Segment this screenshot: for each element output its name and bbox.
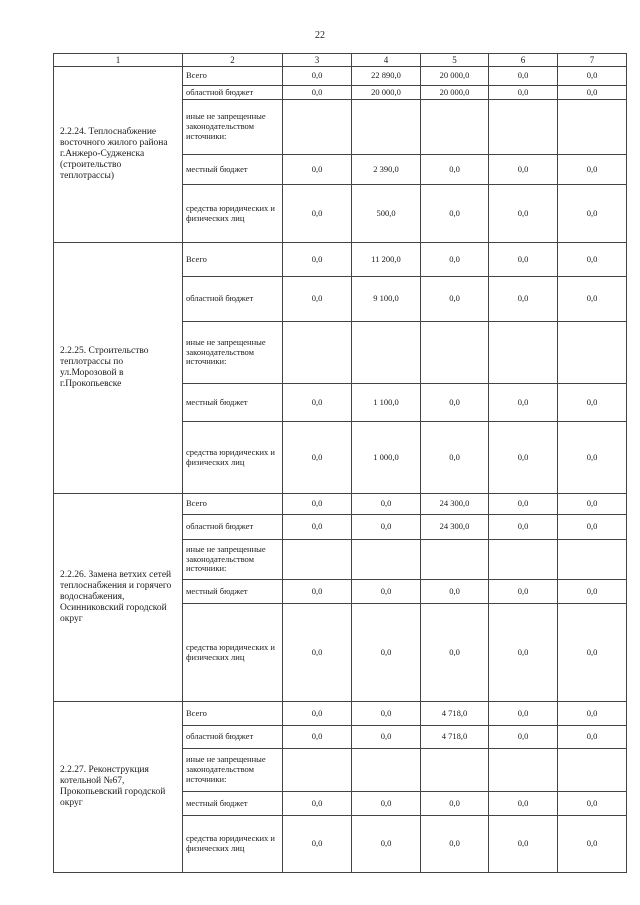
amount-cell: 0,0 [558, 580, 627, 604]
funding-source: областной бюджет [183, 86, 283, 100]
amount-cell: 24 300,0 [421, 515, 489, 540]
amount-cell: 0,0 [558, 422, 627, 494]
amount-cell: 0,0 [283, 422, 352, 494]
amount-cell [421, 322, 489, 384]
amount-cell: 0,0 [421, 185, 489, 243]
amount-cell: 0,0 [489, 67, 558, 86]
amount-cell: 0,0 [352, 816, 421, 873]
funding-source: средства юридических и физических лиц [183, 816, 283, 873]
funding-source: Всего [183, 494, 283, 515]
table-row [54, 243, 627, 277]
column-header: 4 [352, 54, 421, 67]
column-header: 7 [558, 54, 627, 67]
measure-name: 2.2.26. Замена ветхих сетей теплоснабжения и горячего водоснабжения, Осинниковский городской округ [54, 494, 183, 702]
measure-name: 2.2.27. Реконструкция котельной №67, Прокопьевский городской округ [54, 702, 183, 873]
amount-cell: 0,0 [283, 580, 352, 604]
amount-cell: 0,0 [558, 86, 627, 100]
amount-cell: 0,0 [421, 604, 489, 702]
amount-cell: 0,0 [558, 515, 627, 540]
amount-cell: 0,0 [283, 86, 352, 100]
measure-name: 2.2.24. Теплоснабжение восточного жилого района г.Анжеро-Судженска (строительство теплотрассы) [54, 67, 183, 243]
amount-cell: 0,0 [283, 702, 352, 726]
funding-source: средства юридических и физических лиц [183, 422, 283, 494]
funding-source: Всего [183, 243, 283, 277]
amount-cell: 22 890,0 [352, 67, 421, 86]
amount-cell: 0,0 [283, 243, 352, 277]
amount-cell: 4 718,0 [421, 702, 489, 726]
column-header: 3 [283, 54, 352, 67]
amount-cell: 0,0 [352, 792, 421, 816]
amount-cell: 0,0 [558, 243, 627, 277]
amount-cell [352, 100, 421, 155]
amount-cell: 0,0 [489, 580, 558, 604]
amount-cell: 0,0 [558, 155, 627, 185]
amount-cell [489, 540, 558, 580]
amount-cell [558, 540, 627, 580]
funding-source: иные не запрещенные законодательством источники: [183, 540, 283, 580]
amount-cell: 20 000,0 [421, 86, 489, 100]
funding-source: средства юридических и физических лиц [183, 185, 283, 243]
budget-table [53, 53, 627, 873]
table-row [54, 702, 627, 726]
amount-cell: 0,0 [558, 384, 627, 422]
funding-source: иные не запрещенные законодательством источники: [183, 749, 283, 792]
amount-cell [283, 100, 352, 155]
funding-source: Всего [183, 702, 283, 726]
amount-cell: 0,0 [421, 422, 489, 494]
amount-cell: 0,0 [489, 277, 558, 322]
amount-cell: 0,0 [489, 515, 558, 540]
amount-cell: 0,0 [283, 515, 352, 540]
amount-cell: 0,0 [283, 155, 352, 185]
amount-cell [489, 749, 558, 792]
amount-cell [283, 322, 352, 384]
amount-cell: 0,0 [558, 277, 627, 322]
funding-source: средства юридических и физических лиц [183, 604, 283, 702]
amount-cell: 11 200,0 [352, 243, 421, 277]
table-row [54, 494, 627, 515]
amount-cell [421, 100, 489, 155]
amount-cell: 0,0 [352, 604, 421, 702]
amount-cell: 0,0 [283, 726, 352, 749]
amount-cell [421, 540, 489, 580]
measure-name: 2.2.25. Строительство теплотрассы по ул.Морозовой в г.Прокопьевске [54, 243, 183, 494]
amount-cell: 0,0 [489, 702, 558, 726]
funding-source: областной бюджет [183, 515, 283, 540]
funding-source: местный бюджет [183, 792, 283, 816]
funding-source: Всего [183, 67, 283, 86]
amount-cell: 0,0 [283, 604, 352, 702]
amount-cell: 0,0 [489, 422, 558, 494]
amount-cell [283, 540, 352, 580]
amount-cell: 20 000,0 [352, 86, 421, 100]
amount-cell: 0,0 [352, 580, 421, 604]
amount-cell: 0,0 [352, 515, 421, 540]
amount-cell: 0,0 [489, 243, 558, 277]
amount-cell [283, 749, 352, 792]
amount-cell: 1 100,0 [352, 384, 421, 422]
amount-cell: 20 000,0 [421, 67, 489, 86]
amount-cell: 0,0 [489, 816, 558, 873]
amount-cell: 0,0 [352, 494, 421, 515]
amount-cell: 0,0 [558, 726, 627, 749]
table-row [54, 67, 627, 86]
funding-source: областной бюджет [183, 277, 283, 322]
amount-cell: 0,0 [283, 494, 352, 515]
column-header: 1 [54, 54, 183, 67]
amount-cell [352, 749, 421, 792]
amount-cell [558, 322, 627, 384]
amount-cell: 2 390,0 [352, 155, 421, 185]
amount-cell: 0,0 [283, 792, 352, 816]
amount-cell: 0,0 [558, 185, 627, 243]
amount-cell [489, 100, 558, 155]
amount-cell: 0,0 [558, 67, 627, 86]
column-header: 6 [489, 54, 558, 67]
amount-cell: 4 718,0 [421, 726, 489, 749]
amount-cell: 0,0 [489, 86, 558, 100]
amount-cell: 0,0 [558, 494, 627, 515]
amount-cell: 0,0 [421, 277, 489, 322]
amount-cell: 0,0 [558, 816, 627, 873]
amount-cell [352, 540, 421, 580]
amount-cell: 1 000,0 [352, 422, 421, 494]
amount-cell: 0,0 [489, 155, 558, 185]
amount-cell: 0,0 [283, 816, 352, 873]
amount-cell: 0,0 [421, 580, 489, 604]
amount-cell [421, 749, 489, 792]
amount-cell [558, 749, 627, 792]
amount-cell: 24 300,0 [421, 494, 489, 515]
amount-cell: 0,0 [421, 816, 489, 873]
amount-cell: 0,0 [489, 792, 558, 816]
amount-cell: 500,0 [352, 185, 421, 243]
funding-source: областной бюджет [183, 726, 283, 749]
amount-cell: 0,0 [421, 792, 489, 816]
funding-source: иные не запрещенные законодательством источники: [183, 100, 283, 155]
funding-source: местный бюджет [183, 155, 283, 185]
funding-source: местный бюджет [183, 580, 283, 604]
amount-cell [489, 322, 558, 384]
amount-cell: 9 100,0 [352, 277, 421, 322]
funding-source: местный бюджет [183, 384, 283, 422]
amount-cell [352, 322, 421, 384]
amount-cell: 0,0 [489, 604, 558, 702]
page-number: 22 [315, 30, 325, 41]
amount-cell: 0,0 [283, 384, 352, 422]
amount-cell: 0,0 [558, 792, 627, 816]
amount-cell: 0,0 [283, 185, 352, 243]
amount-cell: 0,0 [352, 702, 421, 726]
amount-cell: 0,0 [489, 185, 558, 243]
amount-cell: 0,0 [558, 702, 627, 726]
amount-cell: 0,0 [558, 604, 627, 702]
amount-cell [558, 100, 627, 155]
amount-cell: 0,0 [489, 384, 558, 422]
amount-cell: 0,0 [421, 384, 489, 422]
amount-cell: 0,0 [283, 277, 352, 322]
amount-cell: 0,0 [352, 726, 421, 749]
amount-cell: 0,0 [421, 155, 489, 185]
amount-cell: 0,0 [283, 67, 352, 86]
column-header: 5 [421, 54, 489, 67]
amount-cell: 0,0 [489, 726, 558, 749]
column-header-row [54, 54, 627, 67]
column-header: 2 [183, 54, 283, 67]
amount-cell: 0,0 [489, 494, 558, 515]
amount-cell: 0,0 [421, 243, 489, 277]
funding-source: иные не запрещенные законодательством источники: [183, 322, 283, 384]
